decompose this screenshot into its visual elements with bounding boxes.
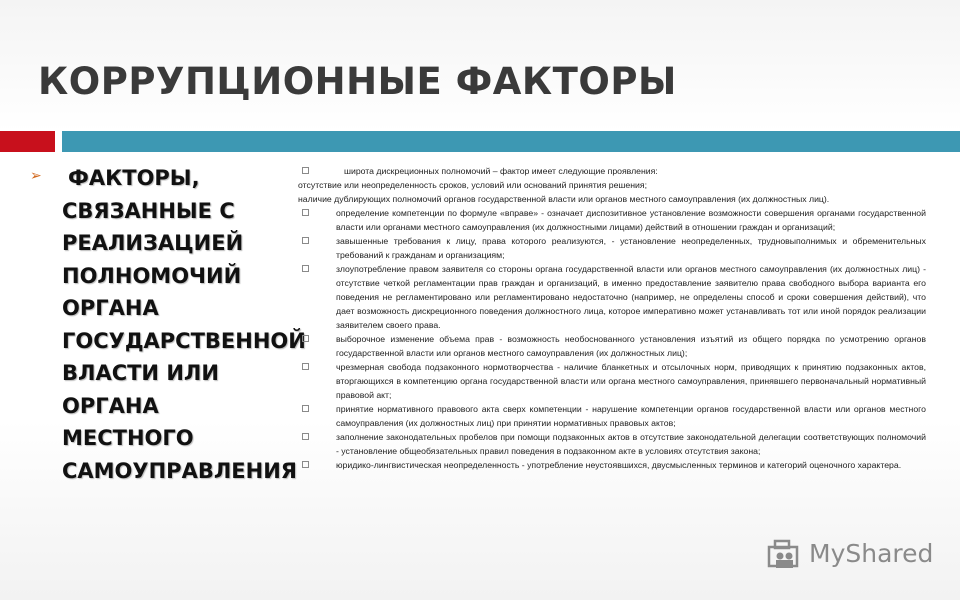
- left-heading-block: [30, 162, 320, 487]
- square-bullet-icon: [302, 265, 309, 272]
- list-item-text: выборочное изменение объема прав - возможность необоснованного установления изъятий из общего порядка по усмотрению органов государственной власти или органов местного самоуправления (их должностных лиц);: [336, 334, 926, 358]
- left-heading-line: РЕАЛИЗАЦИЕЙ: [62, 231, 244, 255]
- left-heading-line: ОРГАНА: [62, 296, 159, 320]
- list-item: [298, 402, 926, 430]
- left-heading-line: МЕСТНОГО: [62, 426, 194, 450]
- left-heading-line: СВЯЗАННЫЕ С: [62, 198, 235, 223]
- square-bullet-icon: [302, 335, 309, 342]
- left-heading-line: САМОУПРАВЛЕНИЯ: [62, 458, 297, 483]
- list-item-text: определение компетенции по формуле «вправе» - означает диспозитивное установление возможности совершения органами государственной власти или органами местного самоуправления (их должностными лицами) действий в отношении граждан и организаций;: [336, 208, 926, 232]
- square-bullet-icon: [302, 237, 309, 244]
- list-item: [298, 206, 926, 234]
- list-item-text: широта дискреционных полномочий – фактор имеет следующие проявления:: [344, 166, 658, 176]
- list-item-text: завышенные требования к лицу, права которого реализуются, - установление неопределенных, трудновыполнимых и обременительных требований к гражданам и организациям;: [336, 236, 926, 260]
- list-text: наличие дублирующих полномочий органов государственной власти или органов местного самоуправления (их должностных лиц).: [298, 194, 830, 204]
- list-item: [298, 360, 926, 402]
- left-heading-line: ПОЛНОМОЧИЙ: [62, 263, 242, 288]
- list-item-text: принятие нормативного правового акта сверх компетенции - нарушение компетенции органов государственной власти или органов местного самоуправления (их должностных лиц) при принятии нормативных правовых актов;: [336, 404, 926, 428]
- left-heading-line: ГОСУДАРСТВЕННОЙ: [62, 328, 306, 353]
- list-item: [298, 262, 926, 332]
- square-bullet-icon: [302, 405, 309, 412]
- left-heading: [62, 162, 320, 487]
- square-bullet-icon: [302, 167, 309, 174]
- left-heading-line: ВЛАСТИ ИЛИ ОРГАНА: [62, 361, 219, 418]
- teal-accent-bar: [62, 131, 960, 152]
- list-item: [298, 332, 926, 360]
- list-item: [298, 430, 926, 458]
- square-bullet-icon: [302, 209, 309, 216]
- list-item-text: чрезмерная свобода подзаконного нормотворчества - наличие бланкетных и отсылочных норм, приводящих к принятию подзаконных актов, вторгающихся в компетенцию органа государственной власти или органа местного самоуправления, принявшего первоначальный нормативный правовой акт;: [336, 362, 926, 400]
- myshared-watermark[interactable]: [767, 538, 937, 572]
- watermark-text: MyShared: [809, 539, 934, 568]
- list-item-text: заполнение законодательных пробелов при помощи подзаконных актов в отсутствие законодательной делегации соответствующих полномочий - установление общеобязательных правил поведения в подзаконном акте в условиях отсутствия закона;: [336, 432, 926, 456]
- square-bullet-icon: [302, 433, 309, 440]
- arrow-bullet-icon: ➢: [30, 168, 42, 184]
- red-accent-bar: [0, 131, 55, 152]
- list-item-text: юридико-лингвистическая неопределенность - употребление неустоявшихся, двусмысленных терминов и категорий оценочного характера.: [336, 460, 902, 470]
- list-item: [298, 458, 926, 472]
- list-text: отсутствие или неопределенность сроков, условий или оснований принятия решения;: [298, 180, 647, 190]
- slide-title: КОРРУПЦИОННЫЕ ФАКТОРЫ: [38, 60, 677, 103]
- list-item: [298, 164, 926, 178]
- square-bullet-icon: [302, 363, 309, 370]
- square-bullet-icon: [302, 461, 309, 468]
- left-heading-line: ФАКТОРЫ,: [68, 166, 200, 190]
- factors-list: [298, 164, 926, 472]
- myshared-logo-icon: [767, 538, 803, 572]
- list-item: [298, 234, 926, 262]
- list-item-text: злоупотребление правом заявителя со стороны органа государственной власти или органов местного самоуправления (их должностных лиц) - отсутствие четкой регламентации прав граждан и организаций, в именно предоставление заявителю права свободного выбора варианта его поведения не регламентировано или регламентировано недостаточно (например, не определены способ и сроки совершения действий), что дает возможность дискреционного поведения должностного лица, которое императивно может устанавливать тот или иной порядок реализации заявителем своего права.: [336, 264, 926, 330]
